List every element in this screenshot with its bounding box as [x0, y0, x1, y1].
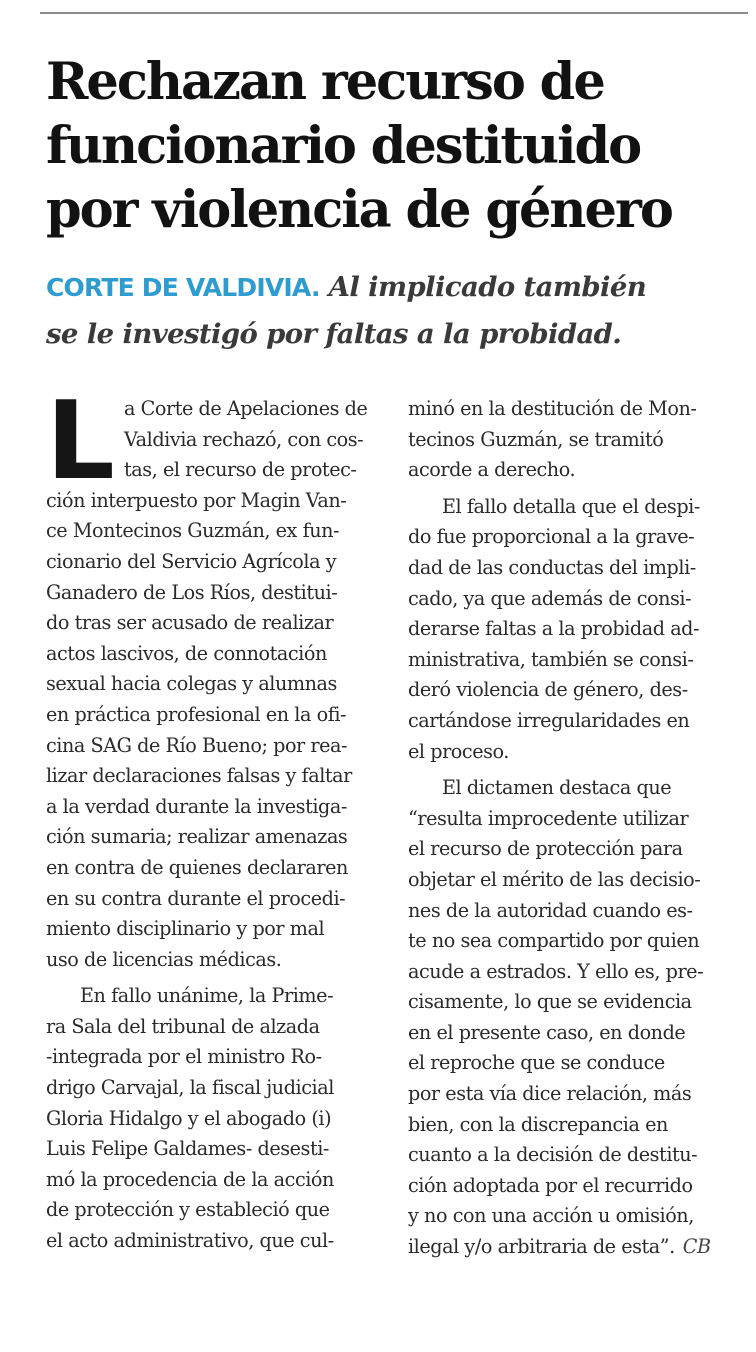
body-column-left [46, 379, 376, 1257]
body-text-line: en su contra durante el procedi- [46, 886, 346, 910]
body-text-line: el recurso de protección para [408, 837, 683, 861]
body-text-line: -integrada por el ministro Ro- [46, 1045, 322, 1069]
body-text-line: dad de las conductas del impli- [408, 555, 696, 579]
body-text-line: miento disciplinario y por mal [46, 917, 325, 941]
body-text-line: a Corte de Apelaciones de [124, 397, 368, 420]
body-text-line: uso de licencias médicas. [46, 947, 282, 971]
body-text-line: el reproche que se conduce [408, 1051, 665, 1075]
kicker: CORTE DE VALDIVIA. [46, 273, 320, 302]
top-rule [40, 12, 748, 14]
body-text-line: El fallo detalla que el despi- [442, 494, 700, 518]
body-text-line: derarse faltas a la probidad ad- [408, 617, 700, 641]
body-text-line: cartándose irregularidades en [408, 708, 690, 732]
body-text-line: tecinos Guzmán, se tramitó [408, 427, 664, 451]
body-text-line: lizar declaraciones falsas y faltar [46, 764, 352, 788]
body-text-line: minó en la destitución de Mon- [408, 397, 697, 420]
body-text-line: Ganadero de Los Ríos, destitui- [46, 580, 338, 604]
body-text-line: En fallo unánime, la Prime- [80, 984, 334, 1008]
end-mark: CB [682, 1235, 711, 1259]
headline-line: funcionario destituido [46, 116, 641, 176]
body-text-line: mó la procedencia de la acción [46, 1167, 334, 1191]
body-text-line: ción interpuesto por Magin Van- [46, 488, 347, 512]
body-text-line: y no con una acción u omisión, [408, 1204, 694, 1228]
headline-line: Rechazan recurso de [46, 52, 604, 112]
body-text-line: ce Montecinos Guzmán, ex fun- [46, 519, 340, 543]
body-text-line: Gloria Hidalgo y el abogado (i) [46, 1106, 332, 1130]
body-text-line: nes de la autoridad cuando es- [408, 898, 693, 922]
body-text-line: en contra de quienes declararen [46, 855, 348, 879]
body-text-line: ministrativa, también se consi- [408, 647, 694, 671]
body-text-line: en el presente caso, en donde [408, 1020, 686, 1044]
drop-cap: L [46, 379, 115, 504]
body-text-line: “resulta improcedente utilizar [408, 806, 689, 830]
body-text-line: acude a estrados. Y ello es, pre- [408, 959, 704, 983]
body-text-line: do fue proporcional a la grave- [408, 525, 695, 549]
body-text-line: a la verdad durante la investiga- [46, 794, 347, 818]
body-text-line: cuanto a la decisión de destitu- [408, 1143, 698, 1167]
body-text-line: el acto administrativo, que cul- [46, 1229, 334, 1253]
body-text-line: El dictamen destaca que [442, 776, 672, 800]
subhead-text-1: Al implicado también [328, 271, 647, 303]
body-text-line: el proceso. [408, 739, 509, 763]
body-text-line: sexual hacia colegas y alumnas [46, 672, 337, 696]
body-text-line: drigo Carvajal, la fiscal judicial [46, 1076, 334, 1100]
body-column-right [408, 394, 740, 1263]
body-text-line: en práctica profesional en la ofi- [46, 702, 347, 726]
body-text-line: cina SAG de Río Bueno; por rea- [46, 733, 348, 757]
body-text-line: deró violencia de género, des- [408, 678, 688, 702]
subhead-line-1 [46, 264, 746, 311]
headline-line: por violencia de género [46, 180, 672, 240]
body-text-line: por esta vía dice relación, más [408, 1082, 692, 1106]
body-text-line: te no sea compartido por quien [408, 929, 700, 953]
body-text-line: ción sumaria; realizar amenazas [46, 825, 348, 849]
body-text-line: cisamente, lo que se evidencia [408, 990, 692, 1014]
body-text-line: cionario del Servicio Agrícola y [46, 549, 337, 573]
body-text-line: bien, con la discrepancia en [408, 1112, 668, 1136]
body-text-line: Luis Felipe Galdames- desesti- [46, 1137, 329, 1161]
body-text-line: cado, ya que además de consi- [408, 586, 692, 610]
body-text-line: ra Sala del tribunal de alzada [46, 1014, 320, 1038]
body-text-line: do tras ser acusado de realizar [46, 611, 334, 635]
body-text-line: tas, el recurso de protec- [124, 458, 357, 482]
subhead-line-2: se le investigó por faltas a la probidad. [46, 318, 622, 350]
body-text-line: de protección y estableció que [46, 1198, 330, 1222]
headline [46, 50, 736, 242]
body-text-line: objetar el mérito de las decisio- [408, 867, 701, 891]
body-text-line: acorde a derecho. [408, 458, 576, 482]
body-text-line: ilegal y/o arbitraria de esta”. [408, 1235, 675, 1259]
body-text-line: ción adoptada por el recurrido [408, 1173, 693, 1197]
body-text-line: actos lascivos, de connotación [46, 641, 327, 665]
body-text-line: Valdivia rechazó, con cos- [124, 427, 364, 451]
subhead [46, 264, 746, 357]
